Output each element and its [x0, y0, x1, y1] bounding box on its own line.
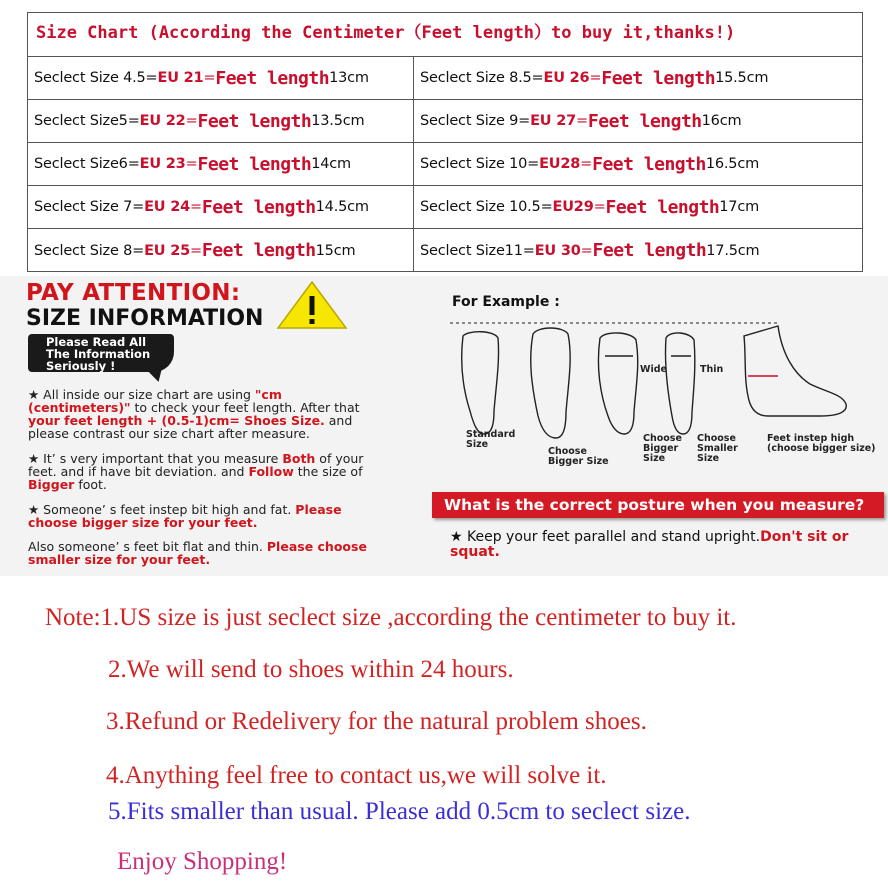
note-5: 5.Fits smaller than usual. Please add 0.5cm to seclect size. [108, 798, 691, 825]
feet-length-label: Feet length [592, 153, 706, 175]
size-chart-grid [28, 57, 862, 272]
eu-size: EU 22 [139, 113, 186, 129]
p3-text-b: Please choose bigger size for your feet. [28, 502, 342, 530]
size-text: Seclect Size 7= [34, 199, 145, 215]
bubble-line-2: The Information [46, 347, 151, 361]
note-2: 2.We will send to shoes within 24 hours. [108, 656, 514, 683]
p1-text-d: your feet length + (0.5-1)cm= Shoes Size. [28, 413, 325, 428]
standard-size-label: Standard Size [466, 429, 516, 450]
posture-instruction [450, 530, 870, 560]
size-info-banner [0, 276, 888, 576]
p3-text-a: ★ Someone’ s feet instep bit high and fat. [28, 502, 296, 517]
feet-instep-high-label: Feet instep high (choose bigger size) [767, 433, 876, 454]
note-1: Note:1.US size is just seclect size ,according the centimeter to buy it. [45, 604, 737, 631]
eu-size: EU29 [552, 199, 594, 215]
warning-icon [276, 279, 348, 331]
p1-text-e: and please contrast our size chart after measure. [28, 413, 353, 441]
size-text: Seclect Size5= [34, 113, 140, 129]
equals-sign: = [580, 242, 593, 259]
eu-size: EU 30 [534, 242, 581, 259]
paragraph-both-feet [28, 452, 378, 491]
size-row-1-col-0 [28, 100, 414, 143]
cm-value: 16.5cm [705, 156, 760, 172]
posture-banner: What is the correct posture when you measure? [432, 492, 884, 518]
bubble-line-3: Seriously ! [46, 359, 116, 373]
size-row-3-col-0 [28, 186, 414, 229]
size-chart-table [27, 12, 863, 272]
thin-label: Thin [700, 364, 724, 375]
p2-text-b: Both [282, 451, 316, 466]
size-chart-title: Size Chart (According the Centimeter（Feet length）to buy it,thanks!) [28, 13, 862, 57]
size-row-2-col-0 [28, 143, 414, 186]
feet-length-label: Feet length [215, 67, 330, 89]
choose-smaller-size-label: Choose Smaller Size [697, 433, 738, 464]
cm-value: 14cm [311, 156, 351, 172]
size-text: Seclect Size 10= [420, 156, 540, 172]
paragraph-flat-thin [28, 540, 378, 566]
p4-text-b: Please choose smaller size for your feet. [28, 539, 367, 567]
eu-size: EU 27 [530, 113, 576, 129]
bubble-line-1: Please Read All [46, 335, 147, 349]
size-row-4-col-0 [28, 229, 414, 272]
for-example-label: For Example : [452, 294, 560, 310]
paragraph-centimeters [28, 388, 378, 440]
size-text: Seclect Size 9= [420, 113, 531, 129]
equals-sign: = [593, 199, 606, 215]
size-row-3-col-1 [414, 186, 862, 229]
eu-size: EU 23 [139, 156, 186, 172]
size-row-0-col-0 [28, 57, 414, 100]
size-text: Seclect Size6= [34, 156, 140, 172]
size-row-1-col-1 [414, 100, 862, 143]
equals-sign: = [189, 242, 202, 259]
feet-length-label: Feet length [201, 196, 316, 218]
size-row-4-col-1 [414, 229, 862, 272]
cm-value: 17.5cm [706, 242, 760, 259]
feet-length-label: Feet length [197, 153, 312, 175]
note-enjoy-shopping: Enjoy Shopping! [117, 848, 288, 875]
p2-text-f: Bigger [28, 477, 75, 492]
size-text: Seclect Size 8= [34, 242, 145, 259]
equals-sign: = [189, 199, 202, 215]
size-row-2-col-1 [414, 143, 862, 186]
equals-sign: = [580, 156, 593, 172]
feet-length-label: Feet length [587, 110, 702, 132]
cm-value: 15.5cm [715, 70, 769, 86]
equals-sign: = [185, 156, 198, 172]
cm-value: 13.5cm [311, 113, 365, 129]
equals-sign: = [185, 113, 198, 129]
cm-value: 14.5cm [315, 199, 369, 215]
equals-sign: = [589, 70, 602, 86]
wide-label: Wide [640, 364, 667, 375]
p4-text-a: Also someone’ s feet bit flat and thin. [28, 539, 267, 554]
eu-size: EU 21 [157, 70, 204, 86]
p2-text-a: ★ It’ s very important that you measure [28, 451, 283, 466]
note-3: 3.Refund or Redelivery for the natural problem shoes. [106, 708, 647, 735]
eu-size: EU 25 [144, 242, 190, 259]
eu-size: EU 26 [543, 70, 590, 86]
cm-value: 17cm [719, 199, 760, 215]
equals-sign: = [203, 70, 216, 86]
eu-size: EU28 [539, 156, 581, 172]
p1-text-a: ★ All inside our size chart are using [28, 387, 255, 402]
paragraph-instep-high [28, 503, 378, 529]
feet-length-label: Feet length [592, 240, 707, 261]
size-text: Seclect Size 4.5= [34, 70, 158, 86]
choose-bigger-size-label-2: Choose Bigger Size [643, 433, 682, 464]
pay-attention-heading: PAY ATTENTION: [26, 280, 241, 306]
p2-text-c: of your feet. and if have bit deviation. and [28, 451, 364, 479]
keep-text-b: Don't sit or squat. [450, 529, 849, 560]
keep-text-a: ★ Keep your feet parallel and stand upright. [450, 529, 761, 545]
p1-text-c: to check your feet length. After that [130, 400, 360, 415]
cm-value: 13cm [329, 70, 369, 86]
feet-length-label: Feet length [601, 67, 716, 89]
size-information-heading: SIZE INFORMATION [26, 306, 264, 331]
cm-value: 16cm [701, 113, 742, 129]
p1-text-b: "cm (centimeters)" [28, 387, 282, 415]
size-text: Seclect Size 8.5= [420, 70, 544, 86]
feet-length-label: Feet length [197, 110, 312, 132]
size-text: Seclect Size 10.5= [420, 199, 553, 215]
feet-length-label: Feet length [201, 240, 316, 261]
cm-value: 15cm [315, 242, 356, 259]
note-4: 4.Anything feel free to contact us,we will solve it. [106, 762, 607, 789]
p2-text-g: foot. [74, 477, 107, 492]
size-text: Seclect Size11= [420, 242, 535, 259]
p2-text-d: Follow [248, 464, 294, 479]
p2-text-e: the size of [293, 464, 363, 479]
eu-size: EU 24 [144, 199, 190, 215]
equals-sign: = [575, 113, 588, 129]
size-row-0-col-1 [414, 57, 862, 100]
choose-bigger-size-label: Choose Bigger Size [548, 446, 609, 467]
feet-length-label: Feet length [605, 196, 720, 218]
